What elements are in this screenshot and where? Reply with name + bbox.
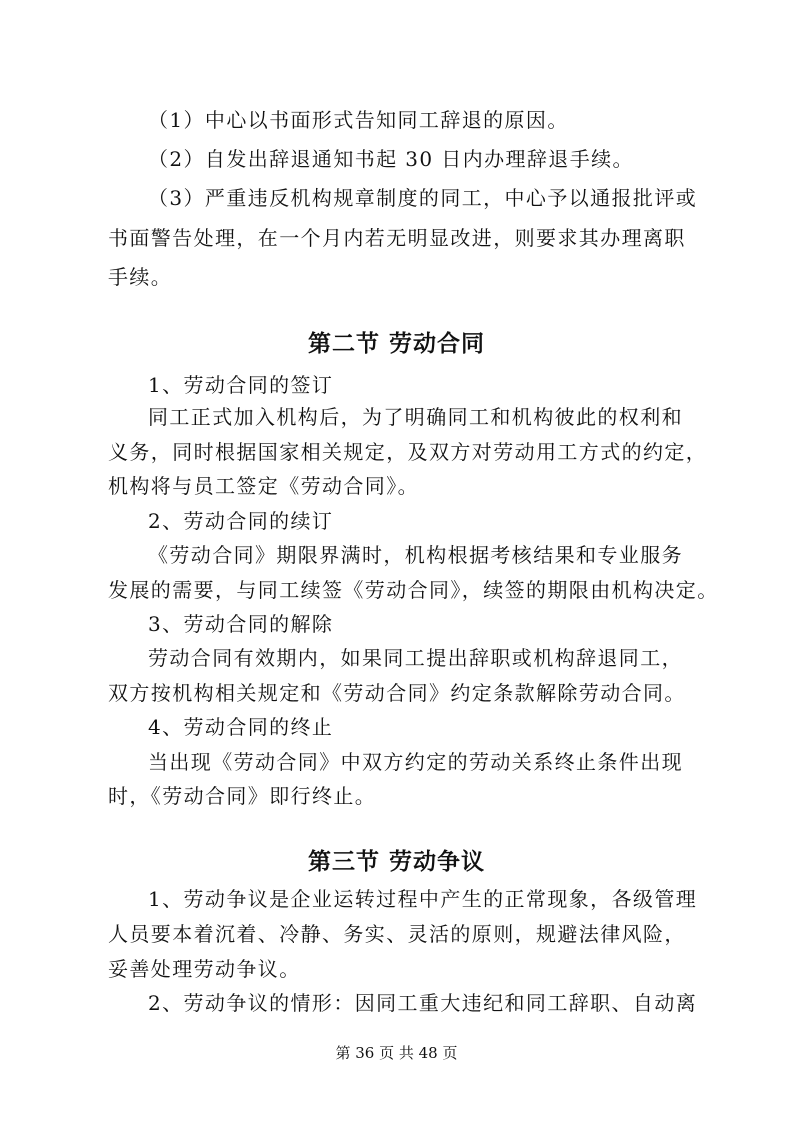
paragraph-line: 当出现《劳动合同》中双方约定的劳动关系终止条件出现	[148, 750, 683, 774]
paragraph-line: 发展的需要，与同工续签《劳动合同》，续签的期限由机构决定。	[108, 578, 719, 602]
subheading-line: 1、劳动合同的签订	[148, 373, 334, 397]
paragraph-line: （1）中心以书面形式告知同工辞退的原因。	[148, 108, 569, 132]
paragraph-line: 双方按机构相关规定和《劳动合同》约定条款解除劳动合同。	[108, 681, 686, 705]
subheading-line: 4、劳动合同的终止	[148, 715, 334, 739]
paragraph-line: （2）自发出辞退通知书起 30 日内办理辞退手续。	[148, 147, 634, 171]
paragraph-line: 书面警告处理，在一个月内若无明显改进，则要求其办理离职	[108, 226, 686, 250]
paragraph-line: 同工正式加入机构后，为了明确同工和机构彼此的权利和	[148, 405, 683, 429]
paragraph-line: 机构将与员工签定《劳动合同》。	[108, 474, 419, 498]
page-number-footer: 第 36 页 共 48 页	[335, 1044, 458, 1062]
paragraph-line: 2、劳动争议的情形：因同工重大违纪和同工辞职、自动离	[148, 991, 698, 1015]
section-heading: 第二节 劳动合同	[307, 330, 485, 357]
paragraph-line: 妥善处理劳动争议。	[108, 957, 301, 981]
paragraph-line: 劳动合同有效期内，如果同工提出辞职或机构辞退同工，	[148, 646, 683, 670]
subheading-line: 2、劳动合同的续订	[148, 509, 334, 533]
paragraph-line: （3）严重违反机构规章制度的同工，中心予以通报批评或	[148, 186, 698, 210]
paragraph-line: 人员要本着沉着、冷静、务实、灵活的原则，规避法律风险，	[108, 922, 686, 946]
paragraph-line: 时，《劳动合同》即行终止。	[108, 784, 377, 808]
section-heading: 第三节 劳动争议	[307, 848, 485, 875]
paragraph-line: 义务，同时根据国家相关规定，及双方对劳动用工方式的约定，	[108, 440, 708, 464]
subheading-line: 3、劳动合同的解除	[148, 612, 334, 636]
paragraph-line: 手续。	[108, 265, 173, 289]
paragraph-line: 1、劳动争议是企业运转过程中产生的正常现象，各级管理	[148, 887, 698, 911]
paragraph-line: 《劳动合同》期限界满时，机构根据考核结果和专业服务	[148, 543, 683, 567]
